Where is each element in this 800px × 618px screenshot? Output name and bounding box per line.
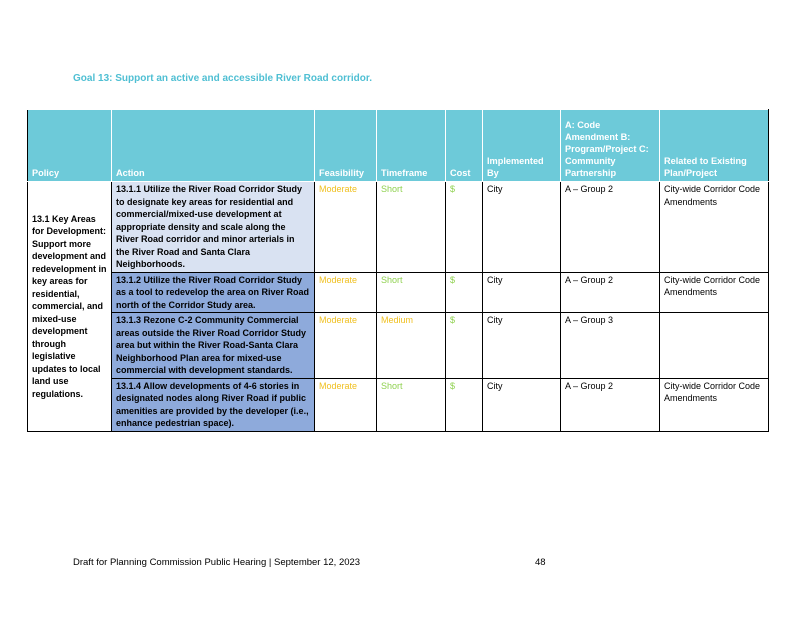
feasibility-cell: Moderate [315,182,377,273]
page-number: 48 [535,557,546,568]
related-cell: City-wide Corridor Code Amendments [660,182,769,273]
feasibility-cell: Moderate [315,272,377,313]
header-partnership: A: Code Amendment B: Program/Project C: Community Partnership [561,110,660,182]
policy-cell: 13.1 Key Areas for Development: Support more development and redevelopment in key areas for residential, commercial, and mixed-use development through legislative updates to local land use regulations. [28,182,112,432]
partnership-cell: A – Group 2 [561,272,660,313]
table-row [28,272,769,313]
cost-cell: $ [446,272,483,313]
header-related: Related to Existing Plan/Project [660,110,769,182]
timeframe-cell: Short [377,378,446,431]
partnership-cell: A – Group 2 [561,182,660,273]
action-cell: 13.1.2 Utilize the River Road Corridor Study as a tool to redevelop the area on River Road north of the Corridor Study area. [112,272,315,313]
related-cell [660,313,769,379]
table-row [28,313,769,379]
action-cell: 13.1.4 Allow developments of 4-6 stories in designated nodes along River Road if public amenities are provided by the developer (i.e., enhance pedestrian space). [112,378,315,431]
implemented-by-cell: City [483,182,561,273]
header-feasibility: Feasibility [315,110,377,182]
footer-text: Draft for Planning Commission Public Hearing | September 12, 2023 [73,557,361,568]
header-timeframe: Timeframe [377,110,446,182]
cost-cell: $ [446,378,483,431]
action-cell: 13.1.3 Rezone C-2 Community Commercial areas outside the River Road Corridor Study area but within the River Road-Santa Clara Neighborhood Plan area for mixed-use commercial with development standards. [112,313,315,379]
header-policy: Policy [28,110,112,182]
timeframe-cell: Short [377,182,446,273]
related-cell: City-wide Corridor Code Amendments [660,272,769,313]
partnership-cell: A – Group 3 [561,313,660,379]
table-header-row [28,110,769,182]
timeframe-cell: Short [377,272,446,313]
implemented-by-cell: City [483,313,561,379]
timeframe-cell: Medium [377,313,446,379]
implemented-by-cell: City [483,272,561,313]
header-implemented-by: Implemented By [483,110,561,182]
action-table [27,109,769,432]
feasibility-cell: Moderate [315,378,377,431]
implemented-by-cell: City [483,378,561,431]
header-cost: Cost [446,110,483,182]
table-row [28,182,769,273]
related-cell: City-wide Corridor Code Amendments [660,378,769,431]
partnership-cell: A – Group 2 [561,378,660,431]
table-row [28,378,769,431]
feasibility-cell: Moderate [315,313,377,379]
header-action: Action [112,110,315,182]
cost-cell: $ [446,182,483,273]
cost-cell: $ [446,313,483,379]
action-cell: 13.1.1 Utilize the River Road Corridor Study to designate key areas for residential and commercial/mixed-use development at appropriate density and scale along the River Road corridor and minor arterials in the River Road and Santa Clara Neighborhoods. [112,182,315,273]
goal-heading: Goal 13: Support an active and accessible River Road corridor. [73,73,372,84]
